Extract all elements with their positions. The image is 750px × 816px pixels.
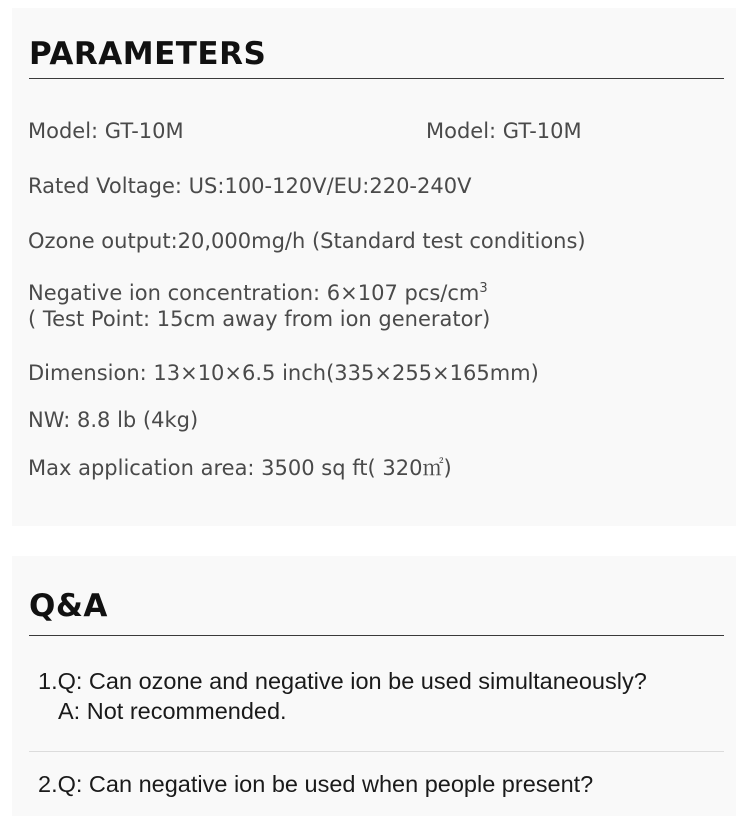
rated-voltage: Rated Voltage: US:100-120V/EU:220-240V xyxy=(28,174,472,198)
qa-question-1: 1.Q: Can ozone and negative ion be used simultaneously? xyxy=(38,668,647,694)
negative-ion-concentration xyxy=(28,274,488,308)
model-right: Model: GT-10M xyxy=(426,119,582,143)
negative-ion-text: Negative ion concentration: 6×107 pcs/cm xyxy=(28,281,480,305)
net-weight: NW: 8.8 lb (4kg) xyxy=(28,408,199,432)
qa-heading-rule xyxy=(29,635,724,636)
parameters-heading-rule xyxy=(29,78,724,79)
qa-answer-1: A: Not recommended. xyxy=(58,698,287,724)
model-left: Model: GT-10M xyxy=(28,119,184,143)
parameters-panel xyxy=(12,8,736,526)
qa-divider xyxy=(29,751,724,752)
parameters-heading: PARAMETERS xyxy=(29,36,267,72)
qa-question-2: 2.Q: Can negative ion be used when people present? xyxy=(38,771,594,797)
negative-ion-exponent: 3 xyxy=(479,281,488,296)
ozone-output: Ozone output:20,000mg/h (Standard test conditions) xyxy=(28,229,586,253)
max-application-area: Max application area: 3500 sq ft( 320㎡) xyxy=(28,456,452,480)
test-point: ( Test Point: 15cm away from ion generator) xyxy=(28,307,491,331)
qa-heading: Q&A xyxy=(29,588,108,624)
dimension: Dimension: 13×10×6.5 inch(335×255×165mm) xyxy=(28,361,539,385)
qa-panel xyxy=(12,556,736,816)
